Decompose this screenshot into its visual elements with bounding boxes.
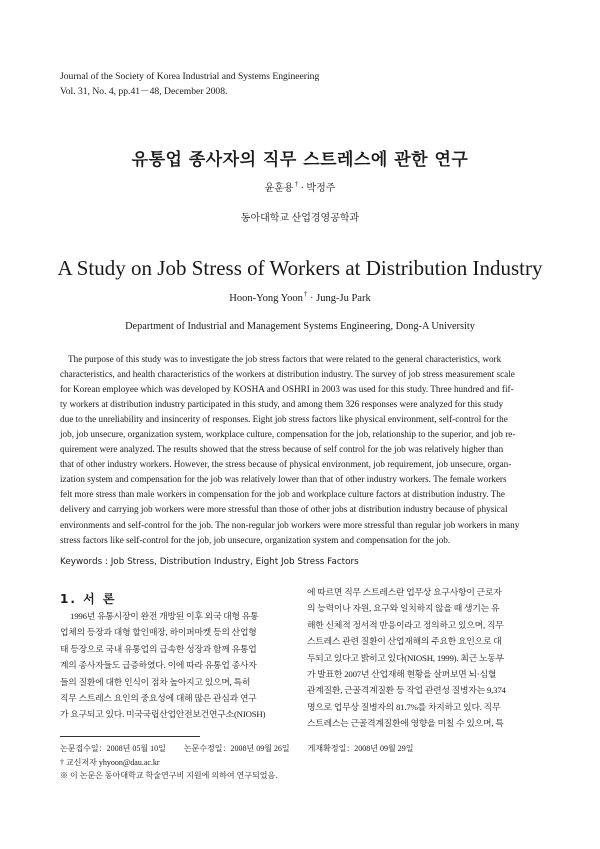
body-line: 계의 종사자들도 급증하였다. 이에 따라 유통업 종사자 [60, 660, 257, 671]
abstract-line: due to the unreliability and insincerity of responses. Eight job stress factors like physical environment, self-control for the [60, 414, 508, 425]
abstract-line: The purpose of this study was to investigate the job stress factors that were related to the general characteristics, work [68, 354, 502, 364]
received-date: 논문접수일：2008년 05월 10일 [60, 744, 166, 753]
english-author-1: Hoon-Yong Yoon [229, 293, 303, 304]
body-line: 명으로 업무상 질병자의 81.7%를 차지하고 있다. 직무 [307, 701, 501, 712]
abstract-line: characteristics, and health characteristics of the workers at distribution industry. The survey of job stress measurement scale [60, 369, 515, 380]
body-line: 스트레스는 근골격계질환에 영향을 미칠 수 있으며, 특 [307, 718, 504, 729]
section-heading: 1. 서 론 [60, 592, 117, 606]
english-authors [0, 290, 600, 304]
journal-name: Journal of the Society of Korea Industrial and Systems Engineering [60, 71, 320, 82]
abstract-line: delivery and carrying job workers were more stressful than those of other jobs at distribution industry because of physical [60, 504, 508, 515]
journal-header [60, 69, 319, 99]
english-title: A Study on Job Stress of Workers at Distribution Industry [57, 256, 543, 280]
body-line: 가 발표한 2007년 산업재해 현황을 살펴보면 뇌·심혈 [307, 669, 497, 680]
footnotes [60, 742, 413, 783]
abstract-line: job, job unsecure, organization system, workplace culture, compensation for the job, relationship to the superior, and job re- [60, 429, 516, 440]
body-line: 의 능력이나 자원, 요구와 일치하지 않을 때 생기는 유 [307, 603, 500, 614]
body-line: 가 요구되고 있다. 미국국립산업안전보건연구소(NIOSH) [60, 709, 266, 720]
author-separator: · [298, 183, 307, 194]
abstract-line: quirement were analyzed. The results showed that the stress because of self control for the job was relatively higher than [60, 444, 504, 455]
body-line: 두되고 있다고 밝히고 있다(NIOSH, 1999). 최근 노동부 [307, 652, 504, 663]
body-line: 태 등장으로 국내 유통업의 급속한 성장과 함께 유통업 [60, 643, 257, 654]
footnote-rule [60, 736, 200, 737]
abstract-line: environments and self-control for the job. The non-regular job workers were more stressful than regular job workers in many [60, 519, 520, 530]
dagger-mark: † [303, 290, 308, 298]
body-line: 업체의 등장과 대형 할인매장, 하이퍼마켓 등의 산업형 [60, 627, 257, 638]
left-column [60, 608, 296, 723]
english-author-2: Jung-Ju Park [316, 293, 371, 304]
keywords-label: Keywords [60, 557, 103, 567]
english-affiliation: Department of Industrial and Management Systems Engineering, Dong-A University [125, 321, 475, 332]
korean-affiliation: 동아대학교 산업경영공학과 [240, 213, 360, 224]
abstract-line: felt more stress than male workers in compensation for the job and workplace culture factors at distribution industry. The [60, 489, 505, 500]
abstract-line: that of other industry workers. However, the stress because of physical environment, job requirement, job unsecure, organ- [60, 459, 512, 470]
body-line: 직무 스트레스 요인의 중요성에 대해 많은 관심과 연구 [60, 693, 257, 704]
abstract-line: for Korean employee which was developed by KOSHA and OSHRI in 2003 was used for this study. Three hundred and fif- [60, 384, 514, 395]
body-line: 관계질환, 근골격계질환 등 작업 관련성 질병자는 9,374 [307, 685, 506, 696]
body-line: 1996년 유통시장이 완전 개방된 이후 외국 대형 유통 [70, 611, 259, 621]
dagger-mark: † [294, 180, 299, 188]
accepted-date: 게재확정일：2008년 09월 29일 [307, 744, 414, 753]
korean-authors [0, 179, 600, 194]
corresponding-author: † 교신저자 yhyoon@dau.ac.kr [60, 757, 160, 767]
body-line: 스트레스 관련 질환이 산업재해의 주요한 요인으로 대 [307, 636, 502, 647]
abstract-line: stress factors like self-control for the job, job unsecure, organization system and compensation for the job. [60, 534, 451, 545]
revised-date: 논문수정일：2008년 09월 26일 [183, 744, 290, 753]
funding-note: ※ 이 논문은 동아대학교 학술연구비 지원에 의하여 연구되었음. [60, 771, 278, 780]
korean-author-2: 박정주 [306, 183, 336, 194]
author-separator: · [307, 293, 317, 304]
body-line: 들의 질환에 대한 인식이 점차 높아지고 있으며, 특히 [60, 676, 251, 687]
body-line: 해한 신체적 정서적 반응이라고 정의하고 있으며, 직무 [307, 619, 504, 630]
abstract [60, 352, 543, 548]
abstract-line: ty workers at distribution industry participated in this study, and among them 326 responses were analyzed for this study [60, 399, 504, 410]
korean-title: 유통업 종사자의 직무 스트레스에 관한 연구 [131, 150, 469, 170]
keywords [60, 557, 359, 567]
body-line: 에 따르면 직무 스트레스란 업무상 요구사항이 근로자 [307, 587, 502, 597]
right-column [307, 584, 543, 732]
korean-author-1: 윤훈용 [264, 183, 294, 194]
footnote-dates [60, 742, 413, 756]
abstract-line: ization system and compensation for the job was relatively lower than that of other industry workers. The female workers [60, 474, 507, 485]
journal-volume: Vol. 31, No. 4, pp.41－48, December 2008. [60, 86, 228, 97]
keywords-text: : Job Stress, Distribution Industry, Eight Job Stress Factors [102, 557, 359, 567]
